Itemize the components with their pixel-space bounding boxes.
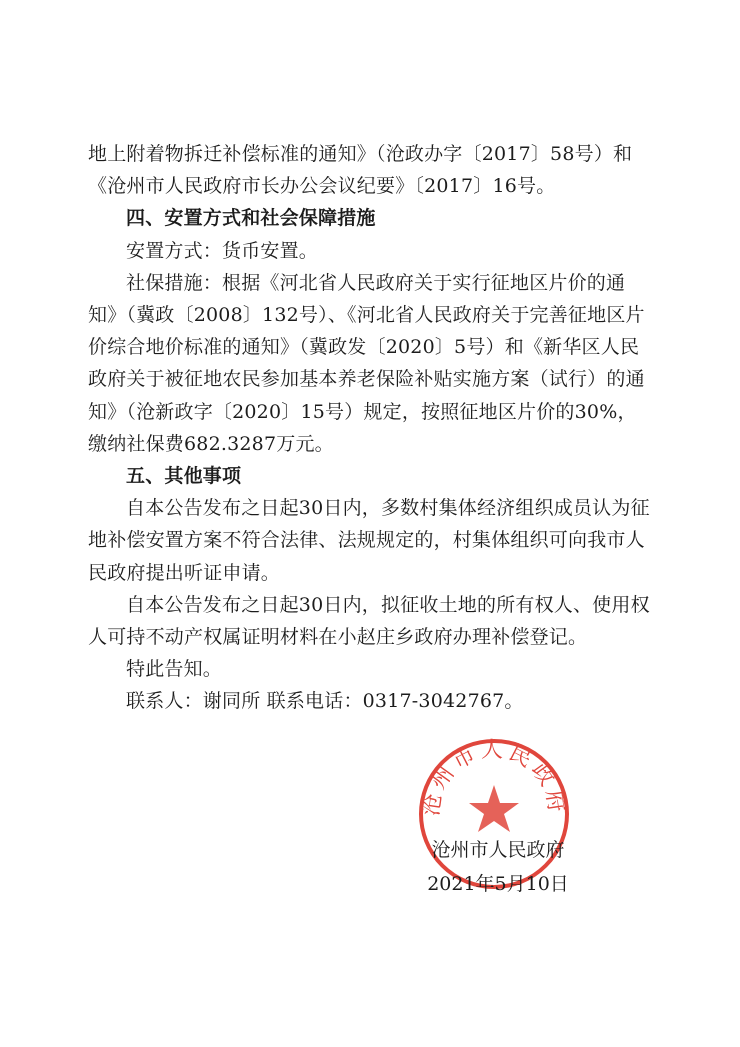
seal-text: 沧州市人民政府: [418, 738, 570, 818]
paragraph-continuation: 地上附着物拆迁补偿标准的通知》（沧政办字〔2017〕58号）和《沧州市人民政府市长办公会议纪要》〔2017〕16号。: [88, 143, 633, 198]
signature-date: 2021年5月10日: [427, 873, 569, 895]
paragraph-social-security: 社保措施：根据《河北省人民政府关于实行征地区片价的通知》（冀政〔2008〕132号）、《河北省人民政府关于完善征地区片价综合地价标准的通知》（冀政发〔2020〕5号）和《新华区人民政府关于被征地农民参加基本养老保险补贴实施方案（试行）的通知》（沧新政字〔2020〕15号）规定，按照征地区片价的30%，缴纳社保费682.3287万元。: [88, 271, 645, 455]
section-heading-4: 四、安置方式和社会保障措施: [126, 207, 376, 230]
seal-star-icon: [469, 785, 519, 832]
document-body: [88, 138, 652, 718]
signature-organization: 沧州市人民政府: [431, 839, 565, 861]
paragraph-hearing: 自本公告发布之日起30日内，多数村集体经济组织成员认为征地补偿安置方案不符合法律、法规规定的，村集体组织可向我市人民政府提出听证申请。: [88, 497, 650, 584]
paragraph-placement: 安置方式：货币安置。: [126, 239, 319, 262]
section-heading-5: 五、其他事项: [126, 465, 242, 488]
paragraph-notice: 特此告知。: [126, 658, 223, 681]
paragraph-registration: 自本公告发布之日起30日内，拟征收土地的所有权人、使用权人可持不动产权属证明材料在小赵庄乡政府办理补偿登记。: [88, 593, 650, 649]
paragraph-contact: 联系人：谢同所 联系电话：0317-3042767。: [126, 690, 524, 713]
